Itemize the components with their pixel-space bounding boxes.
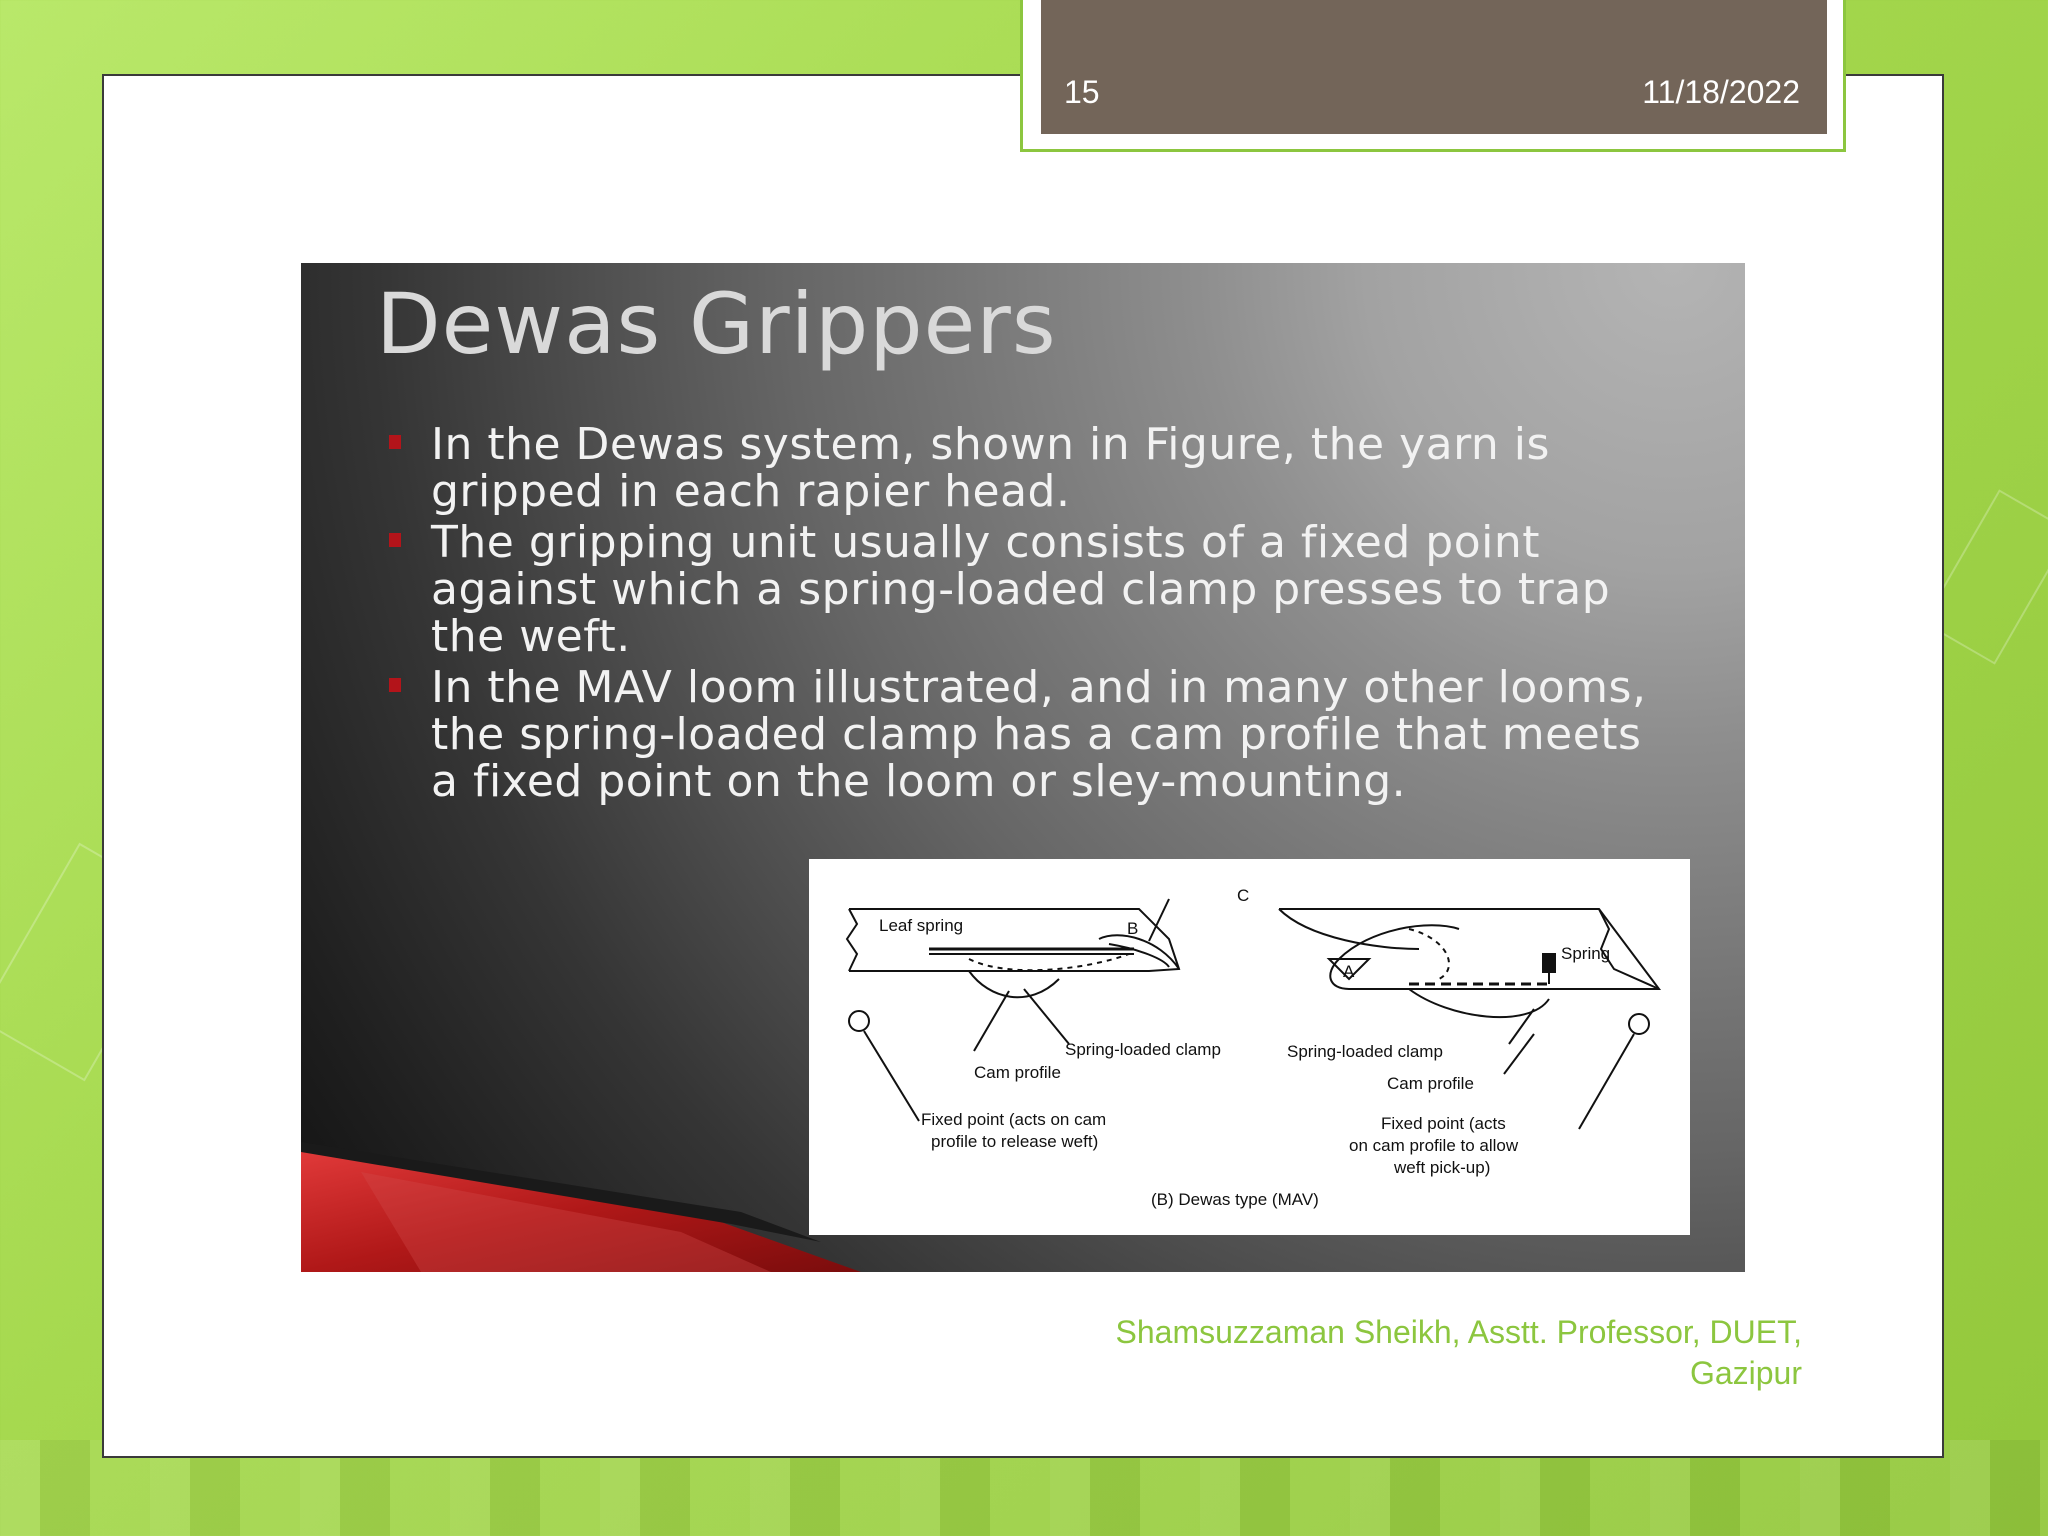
header-bar — [1041, 0, 1827, 134]
bullet-icon — [389, 435, 401, 449]
label-fixed-point-left-2: profile to release weft) — [931, 1132, 1099, 1151]
footer-author — [1040, 1312, 1802, 1394]
label-spring-loaded-clamp-left: Spring-loaded clamp — [1065, 1040, 1221, 1059]
footer-author-line-1: Shamsuzzaman Sheikh, Asstt. Professor, DUET, — [1115, 1314, 1802, 1350]
label-spring-loaded-clamp-right: Spring-loaded clamp — [1287, 1042, 1443, 1061]
label-spring: Spring — [1561, 944, 1611, 963]
label-fixed-point-right-3: weft pick-up) — [1394, 1158, 1491, 1177]
bullet-text: In the MAV loom illustrated, and in many other looms, the spring-loaded clamp has a cam profile that meets a fixed point on the loom or sley-mounting. — [431, 662, 1647, 807]
label-fixed-point-right-1: Fixed point (acts — [1381, 1114, 1506, 1133]
diagram-caption: (B) Dewas type (MAV) — [1151, 1190, 1319, 1209]
label-leaf-spring: Leaf spring — [879, 916, 964, 935]
footer-author-line-2: Gazipur — [1689, 1355, 1802, 1391]
label-cam-profile-left: Cam profile — [974, 1063, 1061, 1082]
label-c: C — [1237, 886, 1250, 905]
bullet-item — [431, 519, 1671, 660]
bullet-text: The gripping unit usually consists of a fixed point against which a spring-loaded clamp presses to trap the weft. — [431, 517, 1611, 662]
gripper-diagram-drawing — [809, 859, 1690, 1235]
bullet-list — [431, 421, 1671, 809]
bullet-item — [431, 664, 1671, 805]
bullet-icon — [389, 678, 401, 692]
gripper-diagram — [809, 859, 1690, 1235]
label-cam-profile-right: Cam profile — [1387, 1074, 1474, 1093]
slide-number: 15 — [1064, 74, 1100, 110]
label-fixed-point-right-2: on cam profile to allow — [1349, 1136, 1519, 1155]
picture-title: Dewas Grippers — [376, 275, 1057, 373]
label-fixed-point-left-1: Fixed point (acts on cam — [921, 1110, 1107, 1129]
bullet-item — [431, 421, 1671, 515]
bullet-text: In the Dewas system, shown in Figure, the yarn is gripped in each rapier head. — [431, 419, 1550, 517]
label-a: A — [1343, 962, 1355, 981]
slide-date: 11/18/2022 — [1642, 74, 1800, 110]
slide-picture — [301, 263, 1745, 1272]
label-b: B — [1127, 919, 1139, 938]
bullet-icon — [389, 533, 401, 547]
